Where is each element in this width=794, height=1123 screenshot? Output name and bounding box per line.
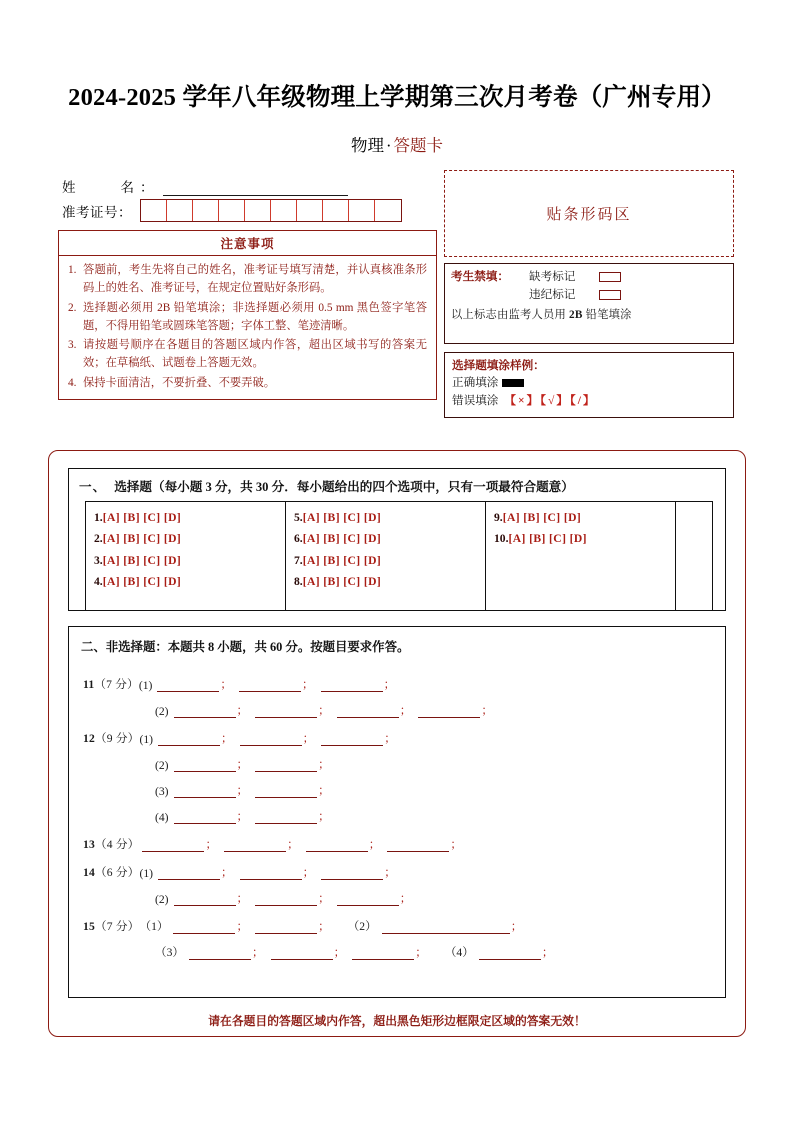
proctor-note [451,306,733,322]
question-number: 7. [294,553,303,567]
answer-blank[interactable] [240,867,302,880]
exam-id-cell[interactable] [245,200,271,221]
answer-row-4[interactable] [94,571,285,592]
notice-item [68,261,427,298]
notice-item [68,336,427,373]
blank-separator: ； [236,784,249,797]
blank-group [155,864,400,880]
blank-group [171,782,334,798]
blank-separator: ； [302,732,315,745]
sub-question-label: (2) [155,759,169,772]
blank-separator: ； [384,732,396,745]
notice-item-text: 保持卡面清洁，不要折叠、不要弄破。 [83,376,276,389]
blank-separator: ； [399,704,412,717]
question-score: （7 分） [94,678,139,691]
answer-blank[interactable] [224,839,286,852]
name-input[interactable] [163,181,348,196]
option-bubbles[interactable]: [A] [B] [C] [D] [302,532,382,546]
blank-separator: ； [287,838,299,851]
sub-question-label: (1) [139,867,154,880]
answer-row-5[interactable] [294,507,485,528]
proctor-note-suffix: 铅笔填涂 [582,308,632,321]
question-number: 15 [83,920,95,933]
blank-separator: ； [450,838,462,851]
answer-column [486,502,676,610]
blank-group [186,944,431,960]
question-label [83,918,139,934]
question-row [69,854,725,880]
question-row [69,908,725,934]
wrong-fill-examples: 【×】【√】【/】 [504,393,597,407]
sub-question-label: (4) [155,811,169,824]
blank-separator: ； [415,946,427,959]
sub-question-label: (1) [138,679,153,692]
correct-fill-label: 正确填涂 [452,376,499,390]
answer-row-2[interactable] [94,528,285,549]
notice-item-text: 选择题必须用 2B 铅笔填涂；非选择题必须用 0.5 mm 黑色签字笔答题，不得用铅笔或圆珠笔答题；字体工整、笔迹清晰。 [83,301,427,332]
answer-blank[interactable] [189,947,251,960]
exam-id-grid[interactable] [140,199,402,222]
answer-blank[interactable] [382,921,510,934]
free-response-section [68,626,726,998]
answer-row-3[interactable] [94,550,285,571]
multiple-choice-section [68,468,726,611]
question-label [83,864,139,880]
barcode-paste-area [444,170,734,257]
answer-blank[interactable] [240,733,302,746]
answer-blank[interactable] [174,785,236,798]
answer-blank[interactable] [352,947,414,960]
wrong-fill-label: 错误填涂 [452,393,499,407]
exam-id-cell[interactable] [141,200,167,221]
question-number: 8. [294,575,303,589]
free-response-heading: 二、非选择题：本题共 8 小题，共 60 分。按题目要求作答。 [81,640,410,654]
answer-blank[interactable] [387,839,449,852]
blank-separator: ； [221,866,233,879]
blank-separator: ； [236,704,249,717]
question-number: 9. [494,511,503,524]
question-row [69,798,725,824]
question-number: 10. [494,532,509,546]
answer-blank[interactable] [255,705,317,718]
blank-separator: ； [301,678,314,691]
blank-separator: ； [333,946,346,959]
blank-separator: ； [510,920,523,933]
option-bubbles[interactable]: [A] [B] [C] [D] [502,511,582,524]
answer-blank[interactable] [174,705,236,718]
blank-separator: ； [302,866,315,879]
notice-item-number: 1. [68,264,77,276]
exam-id-cell[interactable] [167,200,193,221]
answer-blank[interactable] [337,893,399,906]
section-heading-text: 选择题（每小题 3 分，共 30 分．每小题给出的四个选项中，只有一项最符合题意） [114,480,574,494]
answer-blank[interactable] [321,733,383,746]
notice-item-number: 4. [68,376,77,389]
question-block-14 [69,854,725,906]
question-row [69,720,725,746]
answer-blank[interactable] [255,921,317,934]
answer-blank[interactable] [479,947,541,960]
option-bubbles[interactable]: [A] [B] [C] [D] [102,575,182,589]
blank-separator: ； [236,920,249,933]
answer-blank[interactable] [158,733,220,746]
answer-blank[interactable] [255,893,317,906]
name-label: 姓 名： [62,180,160,195]
question-row [69,772,725,798]
exam-id-cell[interactable] [375,200,401,221]
answer-blank[interactable] [173,921,235,934]
blank-separator: ； [318,810,330,823]
blank-separator: ； [221,732,233,745]
notice-item [68,299,427,336]
answer-column [286,502,486,610]
absent-mark-row [451,269,733,286]
question-score: （4 分） [95,838,140,851]
question-block-12 [69,720,725,824]
answer-bubble-grid [85,501,713,611]
subtitle-separator: · [386,136,392,155]
blank-separator: ； [318,920,330,933]
blank-separator: ； [541,946,554,959]
question-row [69,746,725,772]
answer-row-9[interactable] [494,507,675,528]
question-number: 1. [94,511,103,524]
option-bubbles[interactable]: [A] [B] [C] [D] [302,511,382,524]
option-bubbles[interactable]: [A] [B] [C] [D] [102,511,182,524]
answer-row-10[interactable] [494,528,675,549]
option-bubbles[interactable]: [A] [B] [C] [D] [102,553,182,567]
option-bubbles[interactable]: [A] [B] [C] [D] [508,532,587,546]
question-number: 12 [83,732,95,745]
exam-id-cell[interactable] [297,200,323,221]
blank-group [139,836,465,852]
sub-question-label: （1） [139,920,169,933]
notice-item-text: 请按题号顺序在各题目的答题区域内作答，超出区域书写的答案无效；在草稿纸、试题卷上答题无效。 [83,339,427,370]
sub-question-label: （3） [155,946,184,959]
answer-blank[interactable] [142,839,204,852]
exam-id-cell[interactable] [271,200,297,221]
sub-question-label: （2） [347,920,377,933]
absent-mark-label: 缺考标记 [529,270,576,283]
question-number: 6. [294,532,303,546]
notice-item [68,374,427,392]
notice-item-text: 答题前，考生先将自己的姓名，准考证号填写清楚，并认真核准条形码上的姓名、准考证号，在规定位置贴好条形码。 [83,264,427,295]
question-score: （9 分） [95,732,140,745]
answer-blank[interactable] [306,839,368,852]
blank-group [170,918,333,934]
answer-blank[interactable] [321,867,383,880]
answer-column [86,502,286,610]
question-row [69,692,725,718]
blank-group [171,808,334,824]
blank-separator: ； [383,678,396,691]
answer-blank[interactable] [271,947,333,960]
correct-fill-swatch [502,379,524,387]
name-field-row [62,176,348,196]
answer-blank[interactable] [255,811,317,824]
absent-mark-checkbox[interactable] [599,272,621,282]
violation-mark-checkbox[interactable] [599,290,621,300]
wrong-fill-row [452,392,733,409]
multiple-choice-heading [69,469,725,501]
blank-separator: ； [368,838,381,851]
subtitle-sheet-type: 答题卡 [393,136,443,155]
question-number: 11 [83,678,95,691]
option-bubbles[interactable]: [A] [B] [C] [D] [302,575,382,589]
correct-fill-row [452,374,733,391]
blank-group [171,890,416,906]
question-number: 14 [83,866,95,879]
option-bubbles[interactable]: [A] [B] [C] [D] [302,553,382,567]
blank-group [154,676,399,692]
answer-blank[interactable] [255,759,317,772]
blank-group [171,702,497,718]
page-title: 2024-2025 学年八年级物理上学期第三次月考卷（广州专用） [68,84,726,111]
blank-separator: ； [318,758,330,771]
proctor-marks-box [444,263,734,344]
question-row [69,934,725,960]
blank-separator: ； [220,678,232,691]
blank-separator: ； [236,758,249,771]
question-number: 4. [94,575,103,589]
exam-id-cell[interactable] [349,200,375,221]
fill-sample-box [444,352,734,418]
blank-separator: ； [399,892,412,905]
blank-separator: ； [481,704,493,717]
page-subtitle [0,132,794,156]
notice-title: 注意事项 [59,231,436,256]
sub-question-label: (3) [155,785,169,798]
question-number: 13 [83,838,95,851]
answer-blank[interactable] [174,759,236,772]
blank-separator: ； [205,838,218,851]
question-label [83,676,139,692]
notice-box [58,230,437,400]
question-row [69,666,725,692]
answer-row-8[interactable] [294,571,485,592]
question-row [69,880,725,906]
barcode-label: 贴条形码区 [546,207,632,223]
answer-blank[interactable] [321,679,383,692]
answer-blank[interactable] [239,679,301,692]
proctor-note-prefix: 以上标志由监考人员用 [451,308,569,321]
answer-blank[interactable] [174,893,236,906]
answer-blank[interactable] [255,785,317,798]
exam-id-row [62,199,402,222]
blank-group [155,730,400,746]
blank-group [476,944,558,960]
answer-row-1[interactable] [94,507,285,528]
answer-blank[interactable] [174,811,236,824]
blank-separator: ； [318,704,330,717]
question-block-15 [69,908,725,960]
question-number: 3. [94,553,103,567]
sub-question-label: (2) [155,705,169,718]
blank-separator: ； [236,810,249,823]
blank-separator: ； [318,784,330,797]
question-label [83,836,139,852]
question-score: （6 分） [95,866,140,879]
proctor-marks-label: 考生禁填： [451,270,509,283]
blank-separator: ； [318,892,330,905]
answer-row-6[interactable] [294,528,485,549]
notice-item-number: 3. [68,339,77,352]
blank-separator: ； [236,892,249,905]
question-number: 5. [294,511,303,524]
exam-id-cell[interactable] [193,200,219,221]
blank-separator: ； [384,866,396,879]
answer-row-7[interactable] [294,550,485,571]
blank-group [171,756,334,772]
answer-blank[interactable] [158,867,220,880]
question-score: （7 分） [95,920,140,933]
footer-warning: 请在各题目的答题区域内作答，超出黑色矩形边框限定区域的答案无效！ [208,1014,586,1028]
option-bubbles[interactable]: [A] [B] [C] [D] [102,532,182,546]
question-list [69,666,725,960]
question-block-13 [69,826,725,852]
question-number: 2. [94,532,103,546]
notice-item-number: 2. [68,301,77,314]
exam-id-cell[interactable] [219,200,245,221]
notice-list [59,256,436,399]
exam-id-cell[interactable] [323,200,349,221]
sub-question-label: （4） [444,946,474,959]
exam-id-label: 准考证号： [62,204,132,220]
answer-blank[interactable] [337,705,399,718]
violation-mark-label: 违纪标记 [529,287,576,301]
question-row [69,826,725,852]
subtitle-subject: 物理 [351,136,384,155]
sub-question-label: (2) [155,893,169,906]
sub-question-label: (1) [139,733,154,746]
answer-column-filler [676,502,712,610]
proctor-note-pencil: 2B [569,308,583,321]
blank-group [379,918,527,934]
violation-mark-row [451,287,733,304]
question-label [83,730,139,746]
answer-blank[interactable] [157,679,219,692]
answer-blank[interactable] [418,705,480,718]
fill-sample-title: 选择题填涂样例： [452,359,545,372]
section-number: 一、 [79,480,107,494]
question-block-11 [69,666,725,718]
blank-separator: ； [252,946,264,959]
